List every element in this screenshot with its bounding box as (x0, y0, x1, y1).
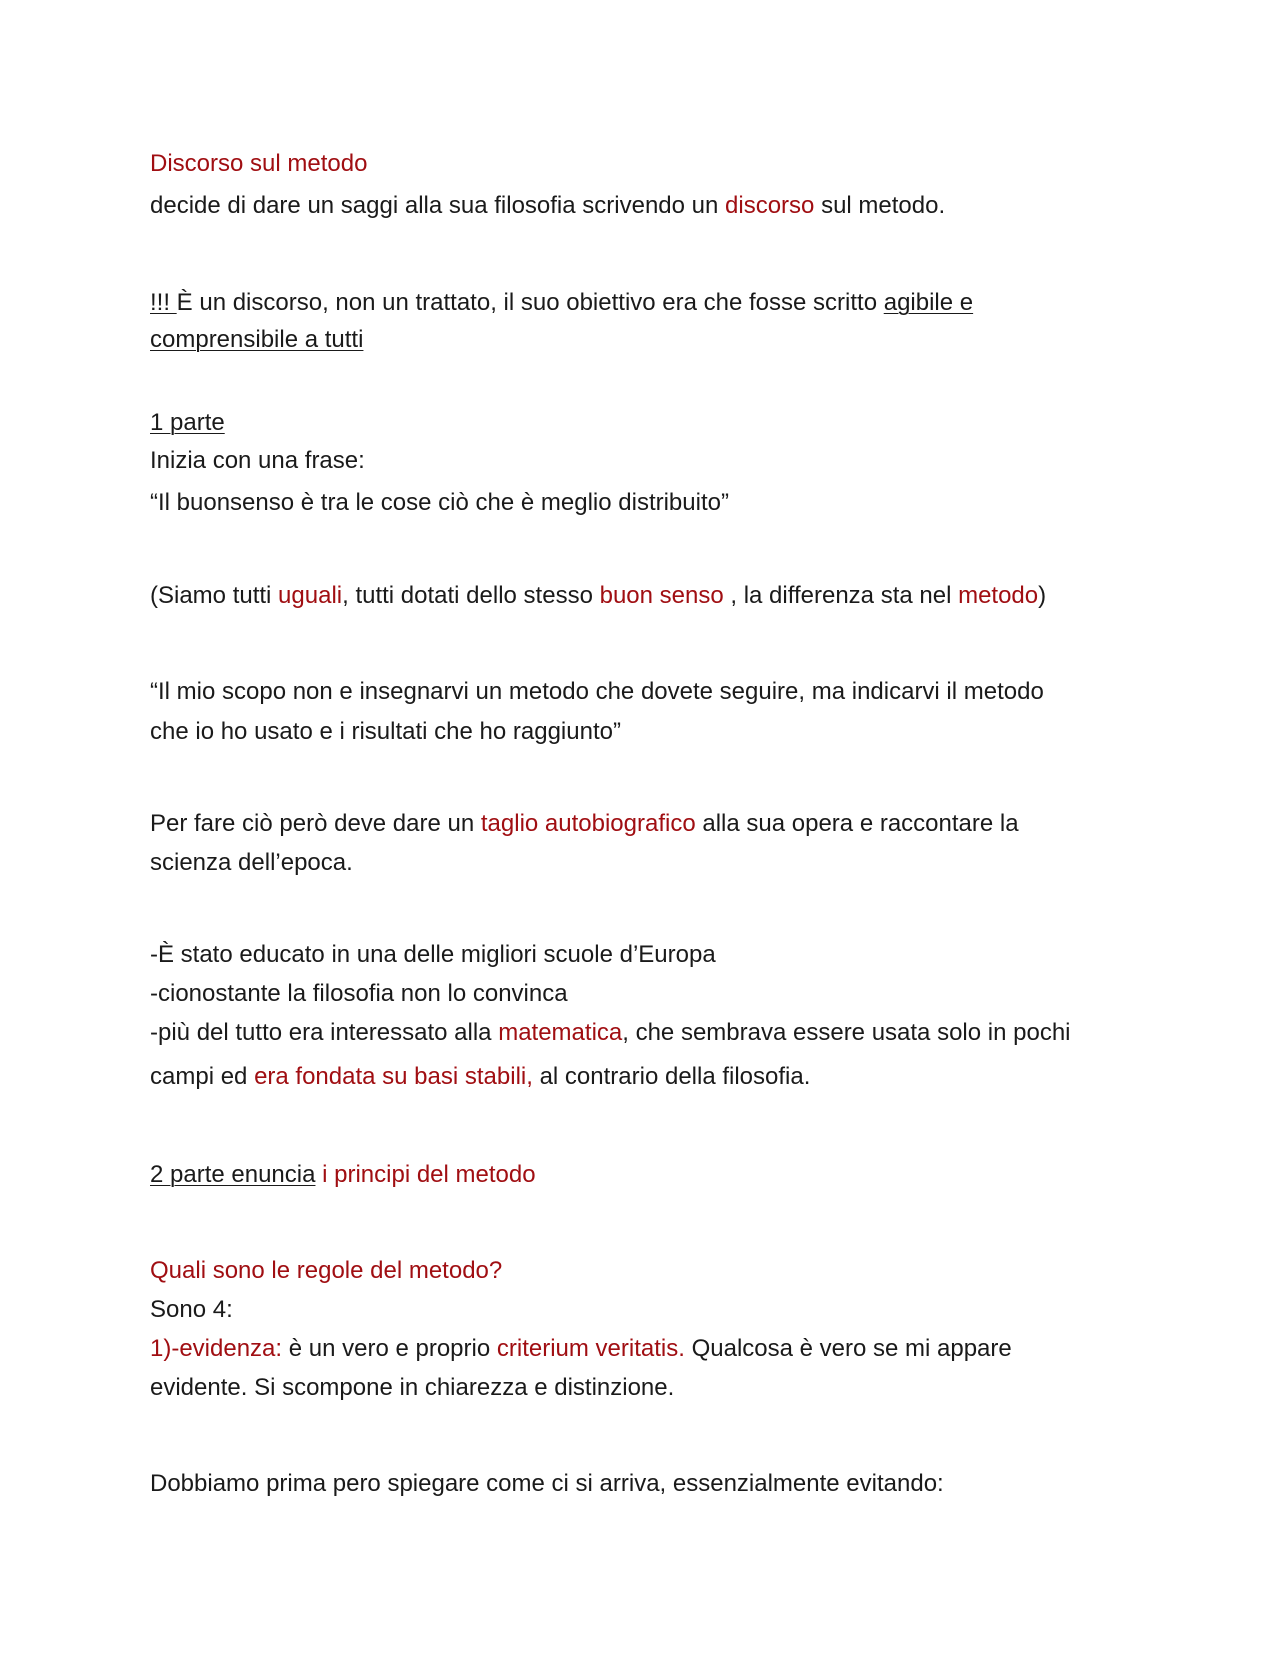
part1-quote: “Il buonsenso è tra le cose ciò che è meglio distribuito” (150, 489, 729, 516)
note-mark: !!! (150, 289, 177, 316)
highlight-matematica: matematica (498, 1019, 623, 1046)
paragraph-intro (150, 191, 945, 221)
heading-part2 (150, 1160, 536, 1190)
underlined-text: comprensibile a tutti (150, 326, 364, 353)
underlined-text: agibile e (883, 289, 974, 316)
highlight-basi-stabili: era fondata su basi stabili, (254, 1063, 533, 1090)
text-run: campi ed (150, 1063, 255, 1090)
paragraph-uguali (150, 581, 1046, 611)
text-run: -più del tutto era interessato alla (150, 1019, 499, 1046)
highlight-discorso: discorso (725, 192, 815, 219)
text-run: , la differenza sta nel (723, 582, 959, 609)
quote2-line1: “Il mio scopo non e insegnarvi un metodo che dovete seguire, ma indicarvi il metodo (150, 678, 1044, 705)
quote2-line2: che io ho usato e i risultati che ho raggiunto” (150, 718, 621, 745)
rule-1-line1 (150, 1334, 1012, 1364)
paragraph-note-line2 (150, 325, 363, 355)
text-run: È un discorso, non un trattato, il suo obiettivo era che fosse scritto (176, 289, 884, 316)
list-line3 (150, 1018, 1071, 1048)
list-line2: -cionostante la filosofia non lo convinca (150, 980, 568, 1007)
document-title: Discorso sul metodo (150, 150, 368, 177)
highlight-principi: i principi del metodo (315, 1161, 536, 1188)
text-run: (Siamo tutti (150, 582, 279, 609)
paragraph-note-line1 (150, 288, 973, 318)
list-line1: -È stato educato in una delle migliori scuole d’Europa (150, 941, 716, 968)
highlight-criterium: criterium veritatis. (496, 1335, 685, 1362)
paragraph-autobiografico-line2: scienza dell’epoca. (150, 849, 353, 876)
underlined-text: 2 parte enuncia (150, 1161, 316, 1188)
text-run: , tutti dotati dello stesso (342, 582, 600, 609)
highlight-evidenza: 1)-evidenza: (150, 1335, 283, 1362)
list-line4 (150, 1062, 810, 1092)
text-run: Per fare ciò però deve dare un (150, 810, 481, 837)
text-run: è un vero e proprio (282, 1335, 497, 1362)
rules-question: Quali sono le regole del metodo? (150, 1257, 503, 1284)
text-run: al contrario della filosofia. (532, 1063, 811, 1090)
text-run: alla sua opera e raccontare la (695, 810, 1019, 837)
heading-part1: 1 parte (150, 409, 225, 436)
highlight-uguali: uguali (278, 582, 343, 609)
highlight-taglio-autobiografico: taglio autobiografico (480, 810, 696, 837)
part1-intro: Inizia con una frase: (150, 447, 365, 474)
text-run: sul metodo. (814, 192, 946, 219)
rule-1-line2: evidente. Si scompone in chiarezza e distinzione. (150, 1374, 675, 1401)
rules-count: Sono 4: (150, 1296, 233, 1323)
text-run: Qualcosa è vero se mi appare (684, 1335, 1012, 1362)
paragraph-autobiografico-line1 (150, 809, 1019, 839)
highlight-buon-senso: buon senso (599, 582, 724, 609)
text-run: decide di dare un saggi alla sua filosofia scrivendo un (150, 192, 726, 219)
text-run: , che sembrava essere usata solo in pochi (622, 1019, 1071, 1046)
paragraph-closing: Dobbiamo prima pero spiegare come ci si arriva, essenzialmente evitando: (150, 1470, 944, 1497)
text-run: ) (1038, 582, 1047, 609)
highlight-metodo: metodo (958, 582, 1039, 609)
